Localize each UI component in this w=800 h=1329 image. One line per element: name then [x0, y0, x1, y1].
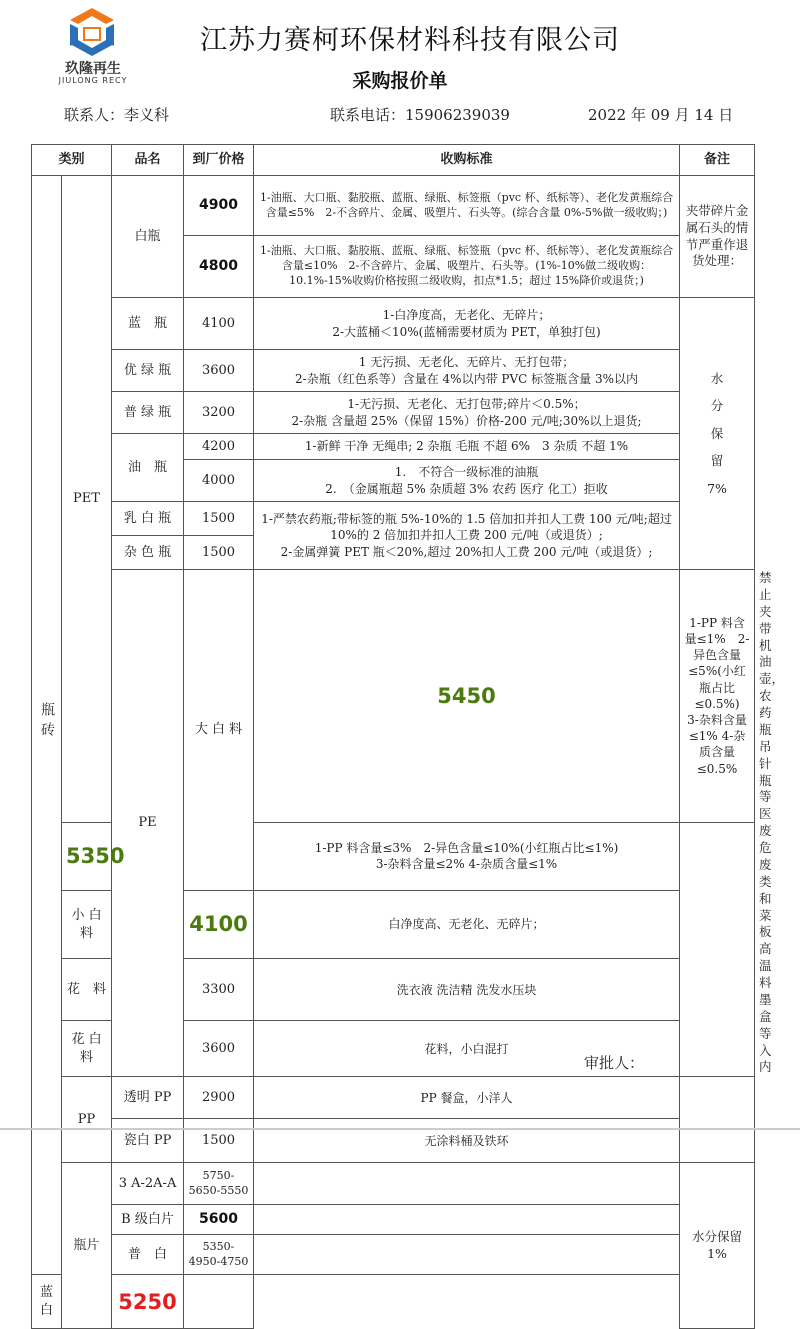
- standard-cell: 1-新鲜 干净 无绳串; 2 杂瓶 毛瓶 不超 6% 3 杂质 不超 1%: [254, 434, 680, 460]
- table-header-row: [32, 145, 755, 176]
- product-name: 普 白: [112, 1235, 184, 1275]
- price-cell: 4800: [184, 236, 254, 298]
- standard-cell: 花料，小白混打: [254, 1021, 680, 1077]
- product-name: 普 绿 瓶: [112, 392, 184, 434]
- product-name: 优 绿 瓶: [112, 350, 184, 392]
- table-row: [32, 502, 755, 536]
- standard-cell: [254, 1163, 680, 1205]
- price-cell: 5750-5650-5550: [184, 1163, 254, 1205]
- group-pe: PE: [112, 570, 184, 1077]
- standard-cell: 1-PP 料含量≤3% 2-异色含量≤10%(小红瓶占比≤1%) 3-杂料含量≤2% 4-杂质含量≤1%: [254, 822, 680, 890]
- document-title: 采购报价单: [352, 70, 448, 92]
- price-cell: 4100: [184, 298, 254, 350]
- col-header-remark: 备注: [680, 145, 755, 176]
- standard-cell: PP 餐盒，小洋人: [254, 1077, 680, 1119]
- col-header-category: 类别: [32, 145, 112, 176]
- product-name: 油 瓶: [112, 434, 184, 502]
- price-cell: 5450: [254, 570, 680, 823]
- standard-cell: 1-油瓶、大口瓶、黏胶瓶、蓝瓶、绿瓶、标签瓶（pvc 杯、纸标等）、老化发黄瓶综合含量≤5% 2-不含碎片、金属、吸塑片、石头等。(综合含量 0%-5%做一级收购；): [254, 176, 680, 236]
- price-cell: 5350: [62, 822, 112, 890]
- remark-cell: [680, 1077, 755, 1163]
- table-row: [32, 1205, 755, 1235]
- product-name: B 级白片: [112, 1205, 184, 1235]
- price-cell: 3200: [184, 392, 254, 434]
- group-pp: PP: [62, 1077, 112, 1163]
- product-name: 瓷白 PP: [112, 1119, 184, 1163]
- standard-cell: 洗衣液 洗洁精 洗发水压块: [254, 959, 680, 1021]
- product-name: 白瓶: [112, 176, 184, 298]
- table-row: [32, 1077, 755, 1119]
- standard-cell: [254, 1205, 680, 1235]
- table-row: [32, 1163, 755, 1205]
- remark-cell: 水分保留1%: [680, 1163, 755, 1329]
- group-pet: PET: [62, 176, 112, 823]
- table-row: [32, 1119, 755, 1163]
- standard-cell: 无涂料桶及铁环: [254, 1119, 680, 1163]
- table-row: [32, 392, 755, 434]
- category-cell: 瓶砖: [32, 176, 62, 1275]
- product-name: 花 料: [62, 959, 112, 1021]
- standard-cell: 白净度高、无老化、无碎片；: [254, 890, 680, 958]
- table-row: [32, 1235, 755, 1275]
- contact-person: 联系人：李义科: [64, 106, 170, 124]
- table-row: [32, 298, 755, 350]
- price-cell: 1500: [184, 502, 254, 536]
- standard-cell: 1. 不符合一级标准的油瓶 2. （金属瓶超 5% 杂质超 3% 农药 医疗 化工）拒收: [254, 460, 680, 502]
- product-name: 3 A-2A-A: [112, 1163, 184, 1205]
- remark-cell: 水 分 保 留 7%: [680, 298, 755, 570]
- table-row: [32, 1275, 755, 1329]
- standard-cell: 1-PP 料含量≤1% 2-异色含量≤5%(小红瓶占比≤0.5%) 3-杂料含量≤1% 4-杂质含量≤0.5%: [680, 570, 755, 823]
- group-flakes: 瓶片: [62, 1163, 112, 1329]
- table-row: [32, 176, 755, 236]
- product-name: 乳 白 瓶: [112, 502, 184, 536]
- company-logo: [62, 6, 122, 58]
- standard-cell: [254, 1235, 680, 1275]
- product-name: 小 白 料: [62, 890, 112, 958]
- price-cell: 4200: [184, 434, 254, 460]
- price-cell: 4100: [184, 890, 254, 958]
- price-cell: 2900: [184, 1077, 254, 1119]
- price-cell: 1500: [184, 1119, 254, 1163]
- product-name: 大 白 料: [184, 570, 254, 891]
- col-header-standard: 收购标准: [254, 145, 680, 176]
- logo-icon: [62, 6, 122, 58]
- price-table: [31, 144, 785, 1329]
- product-name: 透明 PP: [112, 1077, 184, 1119]
- price-cell: 5250: [112, 1275, 184, 1329]
- standard-cell: 1-油瓶、大口瓶、黏胶瓶、蓝瓶、绿瓶、标签瓶（pvc 杯、纸标等）、老化发黄瓶综合含量≤10% 2-不含碎片、金属、吸塑片、石头等。(1%-10%做二级收购：10.1%-15%收购价格按照二级收购，扣点*1.5；超过 15%降价或退货；): [254, 236, 680, 298]
- price-cell: 4000: [184, 460, 254, 502]
- product-name: 花 白 料: [62, 1021, 112, 1077]
- price-cell: 1500: [184, 536, 254, 570]
- page-divider: [0, 1128, 800, 1130]
- product-name: 蓝 白: [32, 1275, 62, 1329]
- quote-date: 2022 年 09 月 14 日: [588, 106, 734, 124]
- col-header-product: 品名: [112, 145, 184, 176]
- contact-phone: 联系电话：15906239039: [330, 106, 510, 124]
- remark-cell: 夹带碎片金属石头的情节严重作退货处理：: [680, 176, 755, 298]
- table-row: [32, 350, 755, 392]
- table-row: PE 大 白 料 5450 1-PP 料含量≤1% 2-异色含量≤5%(小红瓶占比≤0.5%) 3-杂料含量≤1% 4-杂质含量≤0.5% 禁止夹带机油壶，农药瓶吊针瓶等医废危废类和菜板高温料墨盒等入内: [32, 570, 755, 823]
- standard-cell: 1-严禁农药瓶;带标签的瓶 5%-10%的 1.5 倍加扣并扣人工费 100 元/吨;超过 10%的 2 倍加扣并扣人工费 200 元/吨（或退货）; 2-金属弹簧 PET 瓶＜20%,超过 20%扣人工费 200 元/吨（或退货）;: [254, 502, 680, 570]
- standard-cell: 1-无污损、无老化、无打包带;碎片＜0.5%； 2-杂瓶 含量超 25%（保留 15%）价格-200 元/吨;30%以上退货;: [254, 392, 680, 434]
- standard-cell: 1-白净度高，无老化、无碎片； 2-大蓝桶＜10%(蓝桶需要材质为 PET，单独打包): [254, 298, 680, 350]
- approver-label: 审批人：: [584, 1054, 645, 1072]
- price-cell: 3600: [184, 1021, 254, 1077]
- price-cell: 5350-4950-4750: [184, 1235, 254, 1275]
- company-name: 江苏力赛柯环保材料科技有限公司: [200, 25, 620, 56]
- standard-cell: 1 无污损、无老化、无碎片、无打包带； 2-杂瓶（红色系等）含量在 4%以内带 PVC 标签瓶含量 3%以内: [254, 350, 680, 392]
- price-cell: 5600: [184, 1205, 254, 1235]
- price-cell: 3300: [184, 959, 254, 1021]
- logo-name-en: JIULONG RECY: [58, 76, 128, 85]
- price-cell: 4900: [184, 176, 254, 236]
- table-row: [32, 434, 755, 460]
- standard-cell: [184, 1275, 254, 1329]
- price-cell: 3600: [184, 350, 254, 392]
- col-header-price: 到厂价格: [184, 145, 254, 176]
- logo-name-cn: 玖隆再生: [65, 61, 121, 77]
- product-name: 蓝 瓶: [112, 298, 184, 350]
- product-name: 杂 色 瓶: [112, 536, 184, 570]
